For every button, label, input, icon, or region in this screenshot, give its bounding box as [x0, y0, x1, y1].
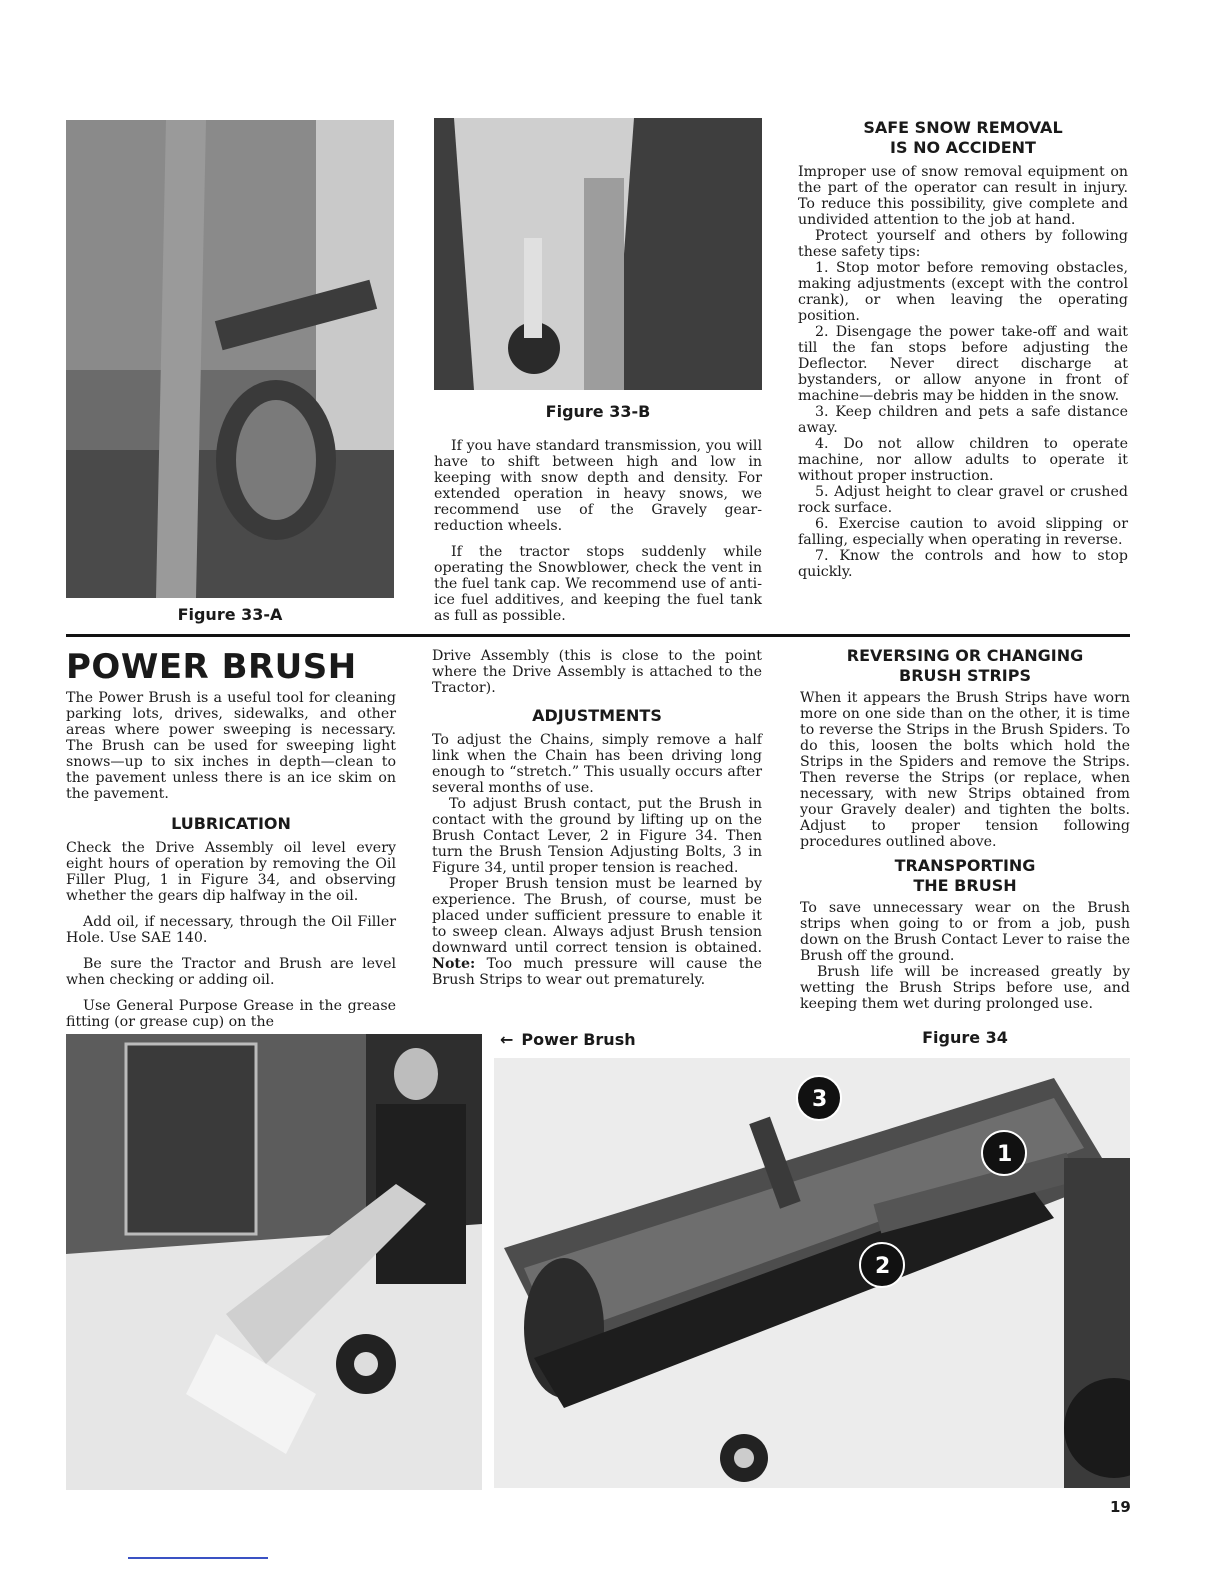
page-number: 19: [1110, 1498, 1131, 1516]
callout-1-label: 1: [997, 1142, 1013, 1167]
power-brush-caption-text: Power Brush: [521, 1030, 636, 1049]
transmission-text: [434, 438, 762, 624]
safety-tip: 7. Know the controls and how to stop quickly.: [798, 548, 1128, 580]
lubrication-paragraph: Check the Drive Assembly oil level every eight hours of operation by removing the Oil Filler Plug, 1 in Figure 34, and observing whether the gears dip halfway in the oil.: [66, 840, 396, 904]
safe-title-line2: IS NO ACCIDENT: [890, 138, 1036, 157]
transporting-paragraph: To save unnecessary wear on the Brush strips when going to or from a job, push down on the Brush Contact Lever to raise the Brush off the ground.: [800, 900, 1130, 964]
section-divider: [66, 634, 1130, 637]
safety-tip: 4. Do not allow children to operate machine, nor allow adults to operate it without proper instruction.: [798, 436, 1128, 484]
figure-33b-caption: Figure 33-B: [545, 402, 651, 421]
brush-strips-section: [800, 646, 1130, 1012]
lubrication-paragraph: Add oil, if necessary, through the Oil Filler Hole. Use SAE 140.: [66, 914, 396, 946]
note-text: Too much pressure will cause the Brush Strips to wear out prematurely.: [432, 956, 763, 988]
power-brush-title: POWER BRUSH: [66, 647, 357, 687]
note-label: Note:: [432, 956, 476, 972]
safe-intro: Improper use of snow removal equipment on the part of the operator can result in injury. To reduce this possibility, give complete and undivided attention to the job at hand.: [798, 164, 1128, 228]
fuel-paragraph: If the tractor stops suddenly while operating the Snowblower, check the vent in the fuel tank cap. We recommend use of anti-ice fuel additives, and keeping the fuel tank as full as possible.: [434, 544, 762, 624]
scan-mark: [128, 1557, 268, 1559]
callout-3-label: 3: [812, 1087, 828, 1112]
transporting-paragraph: Brush life will be increased greatly by wetting the Brush Strips before use, and keeping them wet during prolonged use.: [800, 964, 1130, 1012]
adjustments-paragraph: To adjust Brush contact, put the Brush in contact with the ground by lifting up on the Brush Contact Lever, 2 in Figure 34. Then turn the Brush Tension Adjusting Bolts, 3 in Figure 34, until proper tension is reached.: [432, 796, 762, 876]
safety-tip: 1. Stop motor before removing obstacles, making adjustments (except with the control crank), or when leaving the operating position.: [798, 260, 1128, 324]
safety-tip: 2. Disengage the power take-off and wait till the fan stops before adjusting the Deflector. Never direct discharge at bystanders, or allow anyone in front of machine—debris may be hidden in the snow.: [798, 324, 1128, 404]
lubrication-paragraph: Use General Purpose Grease in the grease fitting (or grease cup) on the: [66, 998, 396, 1030]
transmission-paragraph: If you have standard transmission, you will have to shift between high and low in keeping with snow depth and density. For extended operation in heavy snows, we recommend use of the Gravely gear-reduction wheels.: [434, 438, 762, 534]
power-brush-photo: [66, 1034, 482, 1490]
safety-tip: 3. Keep children and pets a safe distance away.: [798, 404, 1128, 436]
adjustments-section: [432, 648, 762, 988]
callout-2-label: 2: [875, 1254, 891, 1279]
safe-protect: Protect yourself and others by following these safety tips:: [798, 228, 1128, 260]
figure-33a-photo: [66, 120, 394, 598]
figure-33b-photo: [434, 118, 762, 390]
lubrication-heading: LUBRICATION: [171, 814, 291, 833]
reversing-heading-line2: BRUSH STRIPS: [899, 666, 1031, 685]
proper-tension-text: Proper Brush tension must be learned by experience. The Brush, of course, must be placed under sufficient pressure to enable it to sweep clean. Always adjust Brush tension downward until correct tension is obtained.: [432, 876, 762, 956]
drive-assembly-continued: Drive Assembly (this is close to the point where the Drive Assembly is attached to the Tractor).: [432, 648, 762, 696]
safe-title-line1: SAFE SNOW REMOVAL: [863, 118, 1063, 137]
figure-33a-caption: Figure 33-A: [177, 605, 283, 624]
transporting-heading-line1: TRANSPORTING: [894, 856, 1036, 875]
reversing-heading-line1: REVERSING OR CHANGING: [846, 646, 1084, 665]
reversing-paragraph: When it appears the Brush Strips have worn more on one side than on the other, it is time to reverse the Strips in the Brush Spiders. To do this, loosen the bolts which hold the Strips in the Spiders and remove the Strips. Then reverse the Strips (or replace, when necessary, with new Strips obtained from your Gravely dealer) and tighten the bolts. Adjust to proper tension following procedures outlined above.: [800, 690, 1130, 850]
power-brush-intro: The Power Brush is a useful tool for cleaning parking lots, drives, sidewalks, and other areas where power sweeping is necessary. The Brush can be used for sweeping light snows—up to six inches in depth—clean to the pavement unless there is an ice skim on the pavement.: [66, 690, 396, 802]
arrow-left-icon: ←: [500, 1030, 514, 1049]
figure-34-illustration: [494, 1058, 1130, 1488]
safe-snow-section: [798, 118, 1128, 580]
figure-34-caption: Figure 34: [922, 1028, 1008, 1047]
adjustments-paragraph: [432, 876, 762, 988]
power-brush-section: [66, 648, 396, 1030]
lubrication-paragraph: Be sure the Tractor and Brush are level when checking or adding oil.: [66, 956, 396, 988]
transporting-heading-line2: THE BRUSH: [913, 876, 1017, 895]
adjustments-heading: ADJUSTMENTS: [532, 706, 662, 725]
power-brush-caption: [500, 1030, 680, 1049]
adjustments-paragraph: To adjust the Chains, simply remove a half link when the Chain has been driving long enough to “stretch.” This usually occurs after several months of use.: [432, 732, 762, 796]
safety-tip: 5. Adjust height to clear gravel or crushed rock surface.: [798, 484, 1128, 516]
safety-tip: 6. Exercise caution to avoid slipping or falling, especially when operating in reverse.: [798, 516, 1128, 548]
